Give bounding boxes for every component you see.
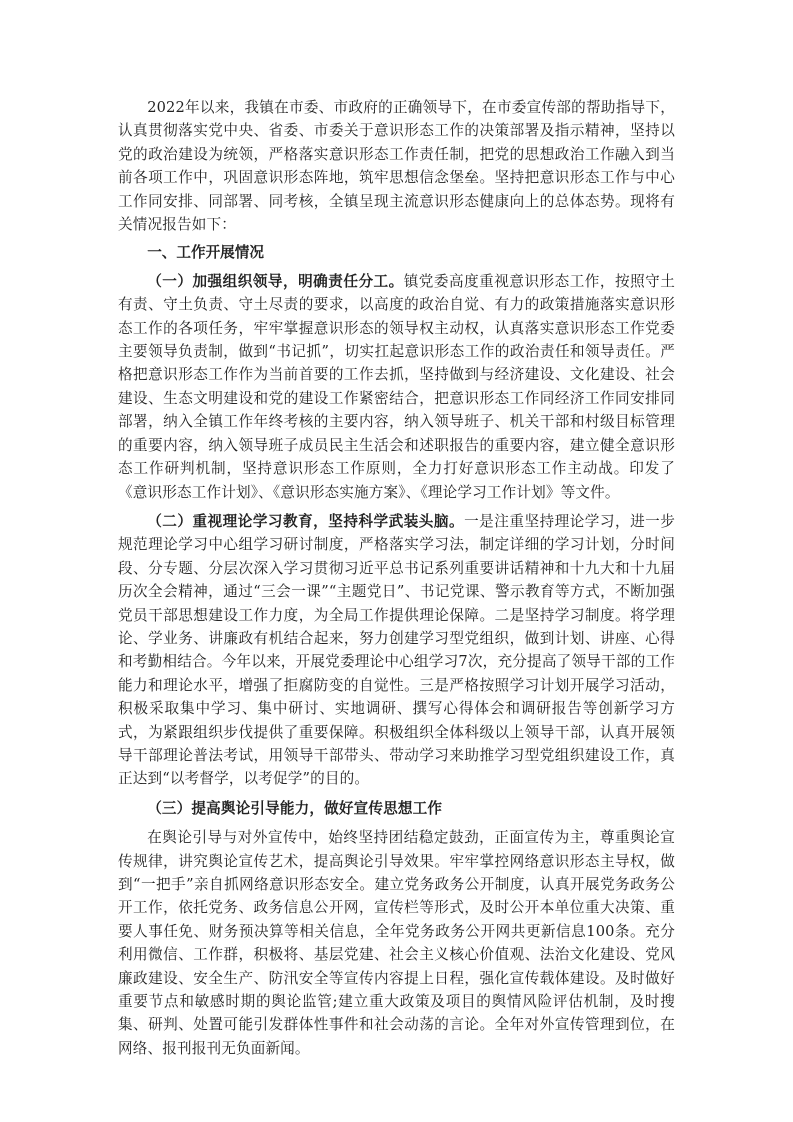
item-3-heading — [118, 797, 675, 820]
item-3-title: （三）提高舆论引导能力，做好宣传思想工作 — [147, 799, 443, 817]
item-3-paragraph: 在舆论引导与对外宣传中，始终坚持团结稳定鼓劲，正面宣传为主，尊重舆论宣传规律，讲究舆论宣传艺术，提高舆论引导效果。牢牢掌控网络意识形态主导权，做到“一把手”亲自抓网络意识形态安全。建立党务政务公开制度，认真开展党务政务公开工作，依托党务、政务信息公开网，宣传栏等形式，及时公开本单位重大决策、重要人事任免、财务预决算等相关信息，全年党务政务公开网共更新信息100条。充分利用微信、工作群，积极将、基层党建、社会主义核心价值观、法治文化建设、党风廉政建设、安全生产、防汛安全等宣传内容提上日程，强化宣传载体建设。及时做好重要节点和敏感时期的舆论监管;建立重大政策及项目的舆情风险评估机制，及时搜集、研判、处置可能引发群体性事件和社会动荡的言论。全年对外宣传管理到位，在网络、报刊报刊无负面新闻。 — [118, 829, 675, 1057]
item-1-paragraph — [118, 270, 675, 504]
document-page — [118, 96, 675, 1060]
section-heading: 一、工作开展情况 — [147, 244, 264, 262]
item-2-body: 一是注重坚持理论学习，进一步规范理论学习中心组学习研讨制度，严格落实学习法，制定详细的学习计划，分时间段、分专题、分层次深入学习贯彻习近平总书记系列重要讲话精神和十九大和十九届历次全会精神，通过“三会一课”“主题党日”、书记党课、警示教育等方式，不断加强党员干部思想建设工作力度，为全局工作提供理论保障。二是坚持学习制度。将学理论、学业务、讲廉政有机结合起来，努力创建学习型党组织，做到计划、讲座、心得和考勤相结合。今年以来，开展党委理论中心组学习7次，充分提高了领导干部的工作能力和理论水平，增强了拒腐防变的自觉性。三是严格按照学习计划开展学习活动，积极采取集中学习、集中研讨、实地调研、撰写心得体会和调研报告等创新学习方式，为紧跟组织步伐提供了重要保障。积极组织全体科级以上领导干部，认真开展领导干部理论普法考试，用领导干部带头、带动学习来助推学习型党组织建设工作，真正达到“以考督学，以考促学”的目的。 — [118, 512, 675, 788]
item-2-paragraph — [118, 510, 675, 791]
intro-paragraph: 2022年以来，我镇在市委、市政府的正确领导下，在市委宣传部的帮助指导下，认真贯彻落实党中央、省委、市委关于意识形态工作的决策部署及指示精神，坚持以党的政治建设为统领，严格落实意识形态工作责任制，把党的思想政治工作融入到当前各项工作中，巩固意识形态阵地，筑牢思想信念堡垒。坚持把意识形态工作与中心工作同安排、同部署、同考核，全镇呈现主流意识形态健康向上的总体态势。现将有关情况报告如下： — [118, 99, 675, 234]
item-2-title: （二）重视理论学习教育，坚持科学武装头脑。 — [147, 512, 465, 530]
item-1-body: 镇党委高度重视意识形态工作，按照守土有责、守土负责、守土尽责的要求，以高度的政治自觉、有力的政策措施落实意识形态工作的各项任务，牢牢掌握意识形态的领导权主动权，认真落实意识形态工作党委主要领导负责制，做到“书记抓”，切实扛起意识形态工作的政治责任和领导责任。严格把意识形态工作作为当前首要的工作去抓，坚持做到与经济建设、文化建设、社会建设、生态文明建设和党的建设工作紧密结合，把意识形态工作同经济工作同安排同部署，纳入全镇工作年终考核的主要内容，纳入领导班子、机关干部和村级目标管理的重要内容，纳入领导班子成员民主生活会和述职报告的重要内容，建立健全意识形态工作研判机制，坚持意识形态工作原则，全力打好意识形态工作主动战。印发了《意识形态工作计划》、《意识形态实施方案》、《理论学习工作计划》等文件。 — [118, 272, 675, 501]
item-1-title: （一）加强组织领导，明确责任分工。 — [147, 272, 404, 290]
